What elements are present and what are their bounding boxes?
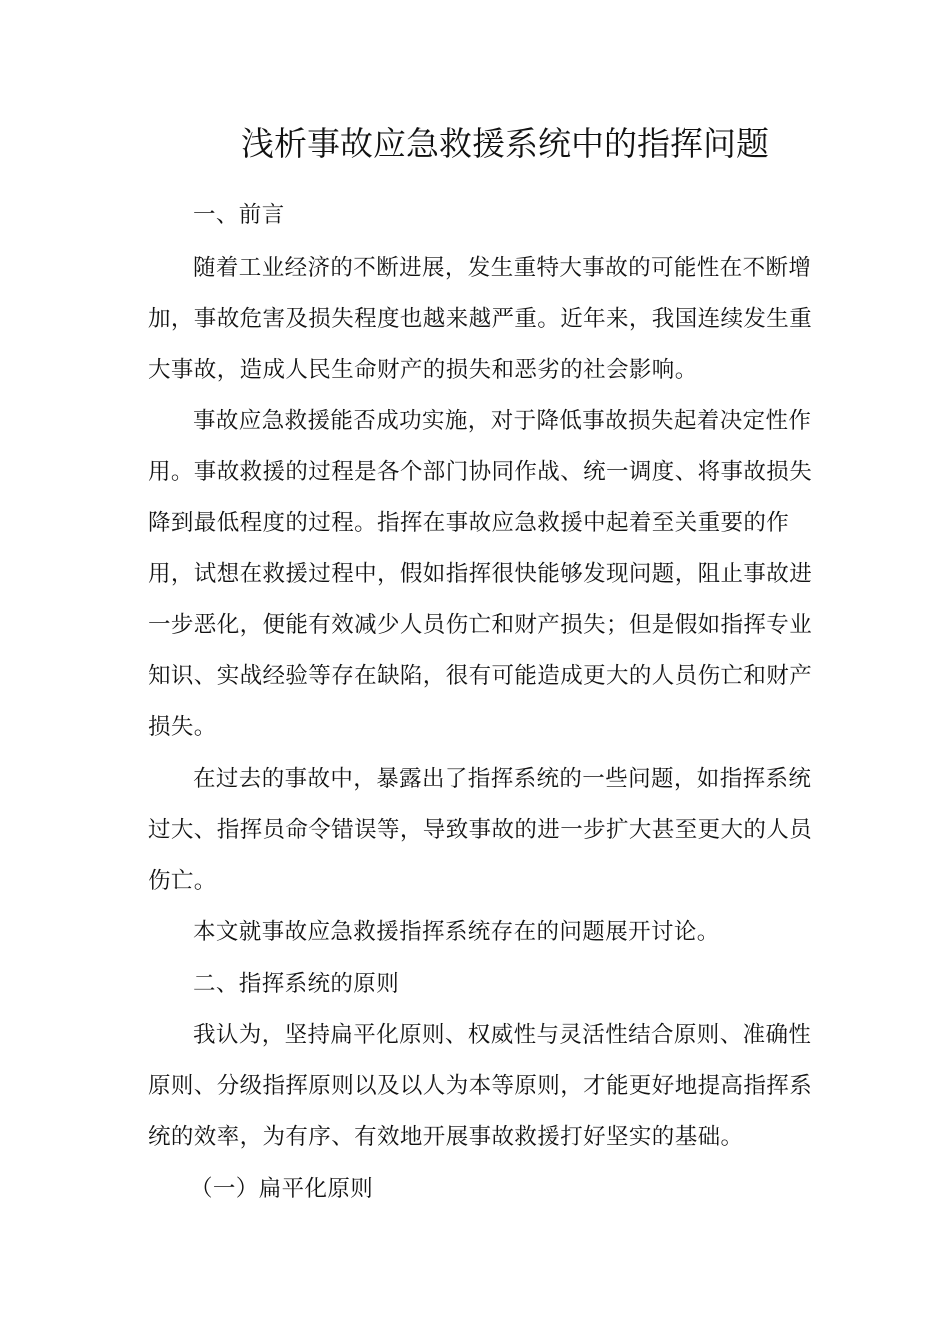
paragraph-line: 过大、指挥员命令错误等，导致事故的进一步扩大甚至更大的人员 <box>148 817 813 843</box>
subsection-heading-flattening: （一）扁平化原则 <box>190 1176 374 1202</box>
paragraph-line: 损失。 <box>148 714 217 740</box>
paragraph-line: 大事故，造成人民生命财产的损失和恶劣的社会影响。 <box>148 357 698 383</box>
paragraph-line: 加，事故危害及损失程度也越来越严重。近年来，我国连续发生重 <box>148 306 813 332</box>
paragraph-line: 降到最低程度的过程。指挥在事故应急救援中起着至关重要的作 <box>148 510 790 536</box>
paragraph-line: 随着工业经济的不断进展，发生重特大事故的可能性在不断增 <box>193 255 812 281</box>
paragraph-line: 事故应急救援能否成功实施，对于降低事故损失起着决定性作 <box>193 408 812 434</box>
paragraph-line: 一步恶化，便能有效减少人员伤亡和财产损失；但是假如指挥专业 <box>148 612 813 638</box>
document-title: 浅析事故应急救援系统中的指挥问题 <box>241 124 769 163</box>
paragraph-line: 伤亡。 <box>148 868 217 894</box>
paragraph-line: 在过去的事故中，暴露出了指挥系统的一些问题，如指挥系统 <box>193 766 812 792</box>
section-heading-principles: 二、指挥系统的原则 <box>193 971 400 997</box>
paragraph-line: 本文就事故应急救援指挥系统存在的问题展开讨论。 <box>193 919 720 945</box>
section-heading-preface: 一、前言 <box>193 202 285 228</box>
paragraph-line: 我认为，坚持扁平化原则、权威性与灵活性结合原则、准确性 <box>193 1022 812 1048</box>
paragraph-line: 用。事故救援的过程是各个部门协同作战、统一调度、将事故损失 <box>148 459 813 485</box>
paragraph-line: 知识、实战经验等存在缺陷，很有可能造成更大的人员伤亡和财产 <box>148 663 813 689</box>
paragraph-line: 统的效率，为有序、有效地开展事故救援打好坚实的基础。 <box>148 1124 744 1150</box>
paragraph-line: 原则、分级指挥原则以及以人为本等原则，才能更好地提高指挥系 <box>148 1073 813 1099</box>
paragraph-line: 用，试想在救援过程中，假如指挥很快能够发现问题，阻止事故进 <box>148 561 813 587</box>
